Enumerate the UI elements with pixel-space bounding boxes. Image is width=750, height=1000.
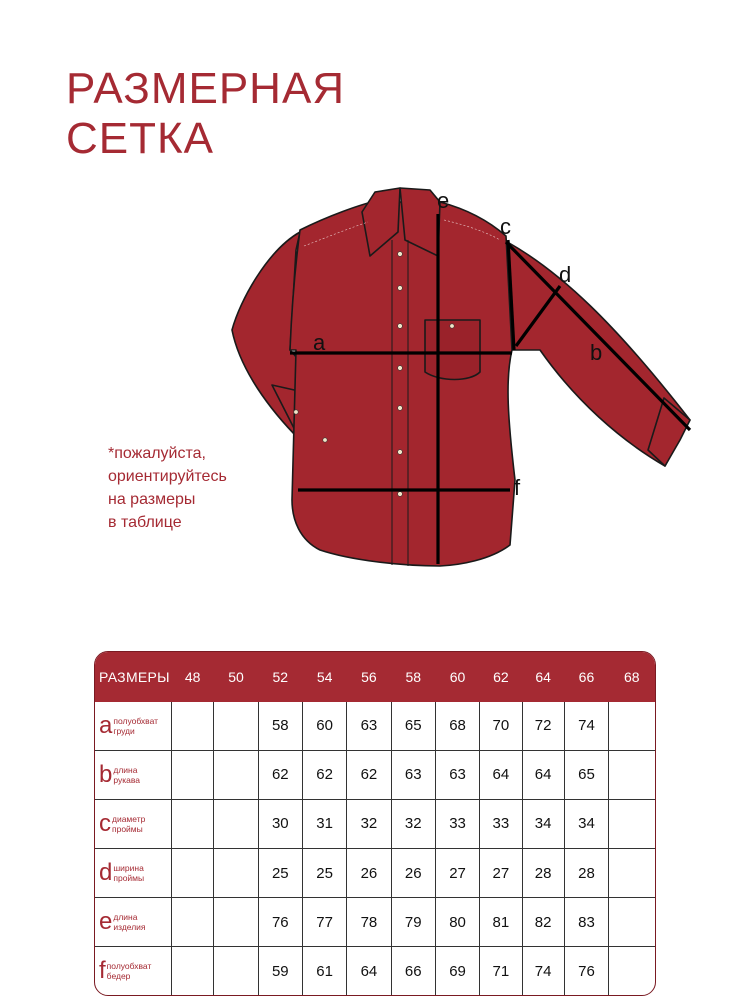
size-header: 48 <box>184 669 201 685</box>
table-cell <box>172 799 214 848</box>
size-note <box>108 442 227 534</box>
table-cell: 81 <box>480 898 522 947</box>
size-header: 50 <box>228 669 244 685</box>
table-cell: 71 <box>480 947 522 995</box>
table-row <box>95 799 655 848</box>
table-cell <box>172 702 214 750</box>
table-cell: 27 <box>435 848 479 897</box>
table-cell: 62 <box>258 750 302 799</box>
table-row <box>95 848 655 897</box>
size-header: 52 <box>272 669 289 685</box>
table-cell <box>214 947 258 995</box>
table-cell: 26 <box>391 848 435 897</box>
shirt-body <box>290 202 515 566</box>
row-description-line-2: проймы <box>112 823 143 834</box>
row-description <box>107 961 152 981</box>
row-description-line-2: бедер <box>106 971 131 982</box>
title-line-1: РАЗМЕРНАЯ <box>66 64 346 113</box>
size-table <box>94 651 656 996</box>
table-cell <box>609 799 655 848</box>
row-description-line-2: проймы <box>113 873 145 884</box>
table-cell: 61 <box>302 947 346 995</box>
table-cell: 72 <box>522 702 564 750</box>
label-f: f <box>514 475 521 500</box>
row-description <box>113 716 158 736</box>
label-d: d <box>559 262 572 287</box>
size-header: 62 <box>493 669 509 685</box>
table-cell: 31 <box>302 799 346 848</box>
table-cell <box>609 947 655 995</box>
size-header: 60 <box>449 669 466 685</box>
table-cell <box>609 898 655 947</box>
row-description-line-1: длина <box>113 912 138 923</box>
table-cell <box>172 848 214 897</box>
table-cell: 70 <box>480 702 522 750</box>
row-label <box>95 898 172 947</box>
table-row <box>95 750 655 799</box>
table-cell: 59 <box>258 947 302 995</box>
table-cell: 62 <box>347 750 391 799</box>
table-cell: 83 <box>564 898 608 947</box>
table-cell: 64 <box>347 947 391 995</box>
row-letter: d <box>99 859 113 887</box>
table-cell <box>172 750 214 799</box>
size-header: 68 <box>624 669 640 685</box>
row-description-line-1: полуобхват <box>106 961 152 972</box>
table-cell: 65 <box>564 750 608 799</box>
label-e: e <box>437 188 450 213</box>
label-c: c <box>500 214 511 239</box>
table-cell: 76 <box>564 947 608 995</box>
table-cell: 25 <box>258 848 302 897</box>
table-cell <box>609 848 655 897</box>
note-line-2: ориентируйтесь <box>108 468 227 485</box>
table-header-row <box>95 652 655 702</box>
table-cell: 80 <box>435 898 479 947</box>
row-letter: c <box>99 809 111 837</box>
table-row <box>95 947 655 995</box>
table-cell: 82 <box>522 898 564 947</box>
row-description-line-1: ширина <box>113 863 144 874</box>
table-cell <box>214 799 258 848</box>
table-cell: 34 <box>522 799 564 848</box>
table-cell: 64 <box>480 750 522 799</box>
table-cell: 68 <box>435 702 479 750</box>
table-cell: 58 <box>258 702 302 750</box>
row-description <box>113 863 144 883</box>
row-description <box>112 814 145 834</box>
table-cell: 64 <box>522 750 564 799</box>
row-label <box>95 750 172 799</box>
table-cell <box>172 947 214 995</box>
row-label <box>95 702 172 750</box>
row-letter: f <box>99 957 106 985</box>
table-cell: 25 <box>302 848 346 897</box>
table-cell: 77 <box>302 898 346 947</box>
table-cell: 33 <box>435 799 479 848</box>
size-header: 66 <box>578 669 595 685</box>
table-cell: 63 <box>435 750 479 799</box>
label-a: a <box>313 330 326 355</box>
table-cell: 63 <box>347 702 391 750</box>
size-header: 64 <box>535 669 551 685</box>
size-header: 54 <box>316 669 333 685</box>
table-cell <box>214 898 258 947</box>
table-cell: 63 <box>391 750 435 799</box>
note-line-1: *пожалуйста, <box>108 445 206 462</box>
table-cell: 76 <box>258 898 302 947</box>
table-cell <box>172 898 214 947</box>
table-row <box>95 702 655 750</box>
table-cell <box>609 702 655 750</box>
row-description-line-1: длина <box>113 764 138 775</box>
table-cell: 66 <box>391 947 435 995</box>
table-cell: 78 <box>347 898 391 947</box>
table-cell: 26 <box>347 848 391 897</box>
size-header: 58 <box>405 669 422 685</box>
row-letter: a <box>99 711 113 739</box>
title-line-2: СЕТКА <box>66 114 214 163</box>
size-header: 56 <box>361 669 377 685</box>
table-cell: 60 <box>302 702 346 750</box>
note-line-4: в таблице <box>108 514 182 531</box>
row-letter: e <box>99 908 113 936</box>
table-cell <box>214 702 258 750</box>
table-cell <box>214 750 258 799</box>
table-row <box>95 898 655 947</box>
table-cell <box>609 750 655 799</box>
label-b: b <box>590 340 603 365</box>
table-cell: 32 <box>391 799 435 848</box>
row-description <box>113 765 140 785</box>
pocket <box>425 320 480 380</box>
table-cell: 74 <box>564 702 608 750</box>
note-line-3: на размеры <box>108 491 196 508</box>
header-label: РАЗМЕРЫ <box>99 669 170 685</box>
table-cell: 74 <box>522 947 564 995</box>
row-description-line-2: груди <box>113 725 135 736</box>
table-cell: 28 <box>522 848 564 897</box>
table-cell: 65 <box>391 702 435 750</box>
row-label <box>95 848 172 897</box>
row-description-line-2: изделия <box>113 922 146 933</box>
row-description-line-2: рукава <box>113 774 141 785</box>
row-label <box>95 799 172 848</box>
table-cell: 32 <box>347 799 391 848</box>
table-cell: 62 <box>302 750 346 799</box>
table-cell: 79 <box>391 898 435 947</box>
row-description-line-1: полуобхват <box>113 715 159 726</box>
row-label <box>95 947 172 995</box>
table-cell: 33 <box>480 799 522 848</box>
table-cell: 27 <box>480 848 522 897</box>
table-cell: 69 <box>435 947 479 995</box>
row-description-line-1: диаметр <box>112 813 146 824</box>
table-cell: 30 <box>258 799 302 848</box>
row-letter: b <box>99 760 113 788</box>
table-cell: 28 <box>564 848 608 897</box>
table-cell <box>214 848 258 897</box>
row-description <box>113 912 145 932</box>
table-cell: 34 <box>564 799 608 848</box>
